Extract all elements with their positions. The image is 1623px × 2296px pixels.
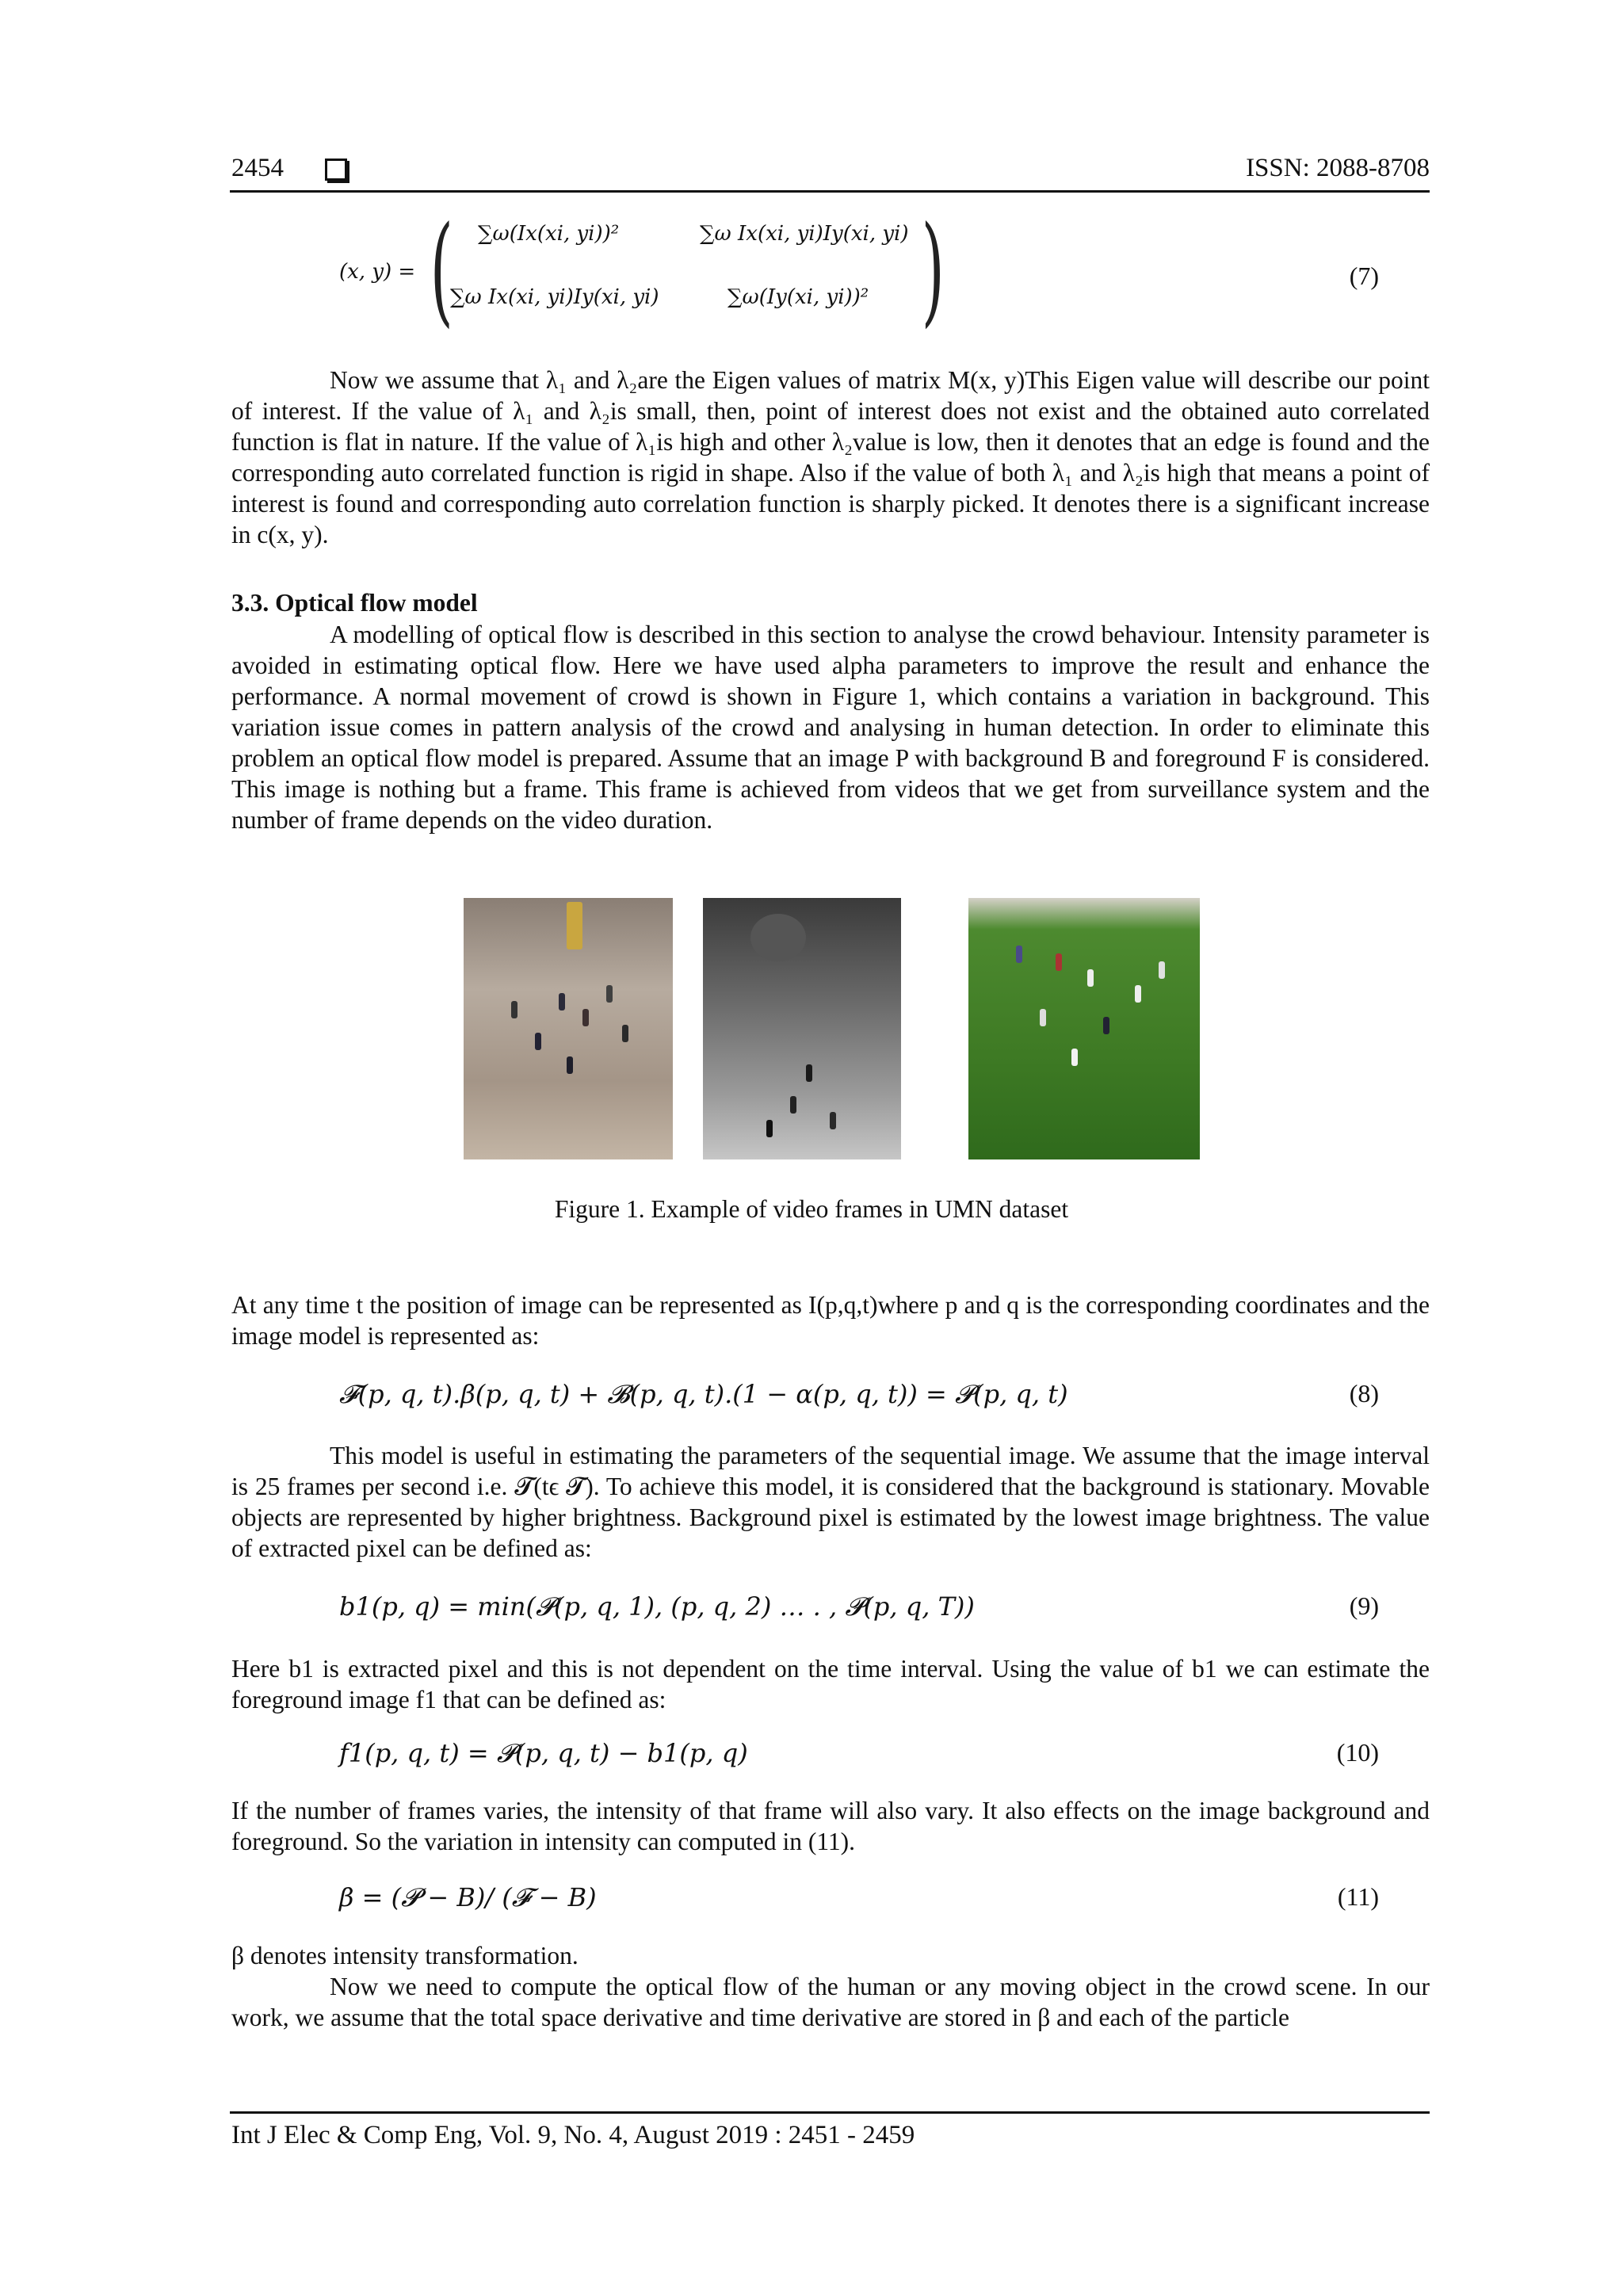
video-frame-lawn (968, 898, 1200, 1159)
page-number: 2454 (231, 154, 284, 182)
equation-7 (339, 201, 957, 341)
matrix-cell-21: ∑ω Ix(xi, yi)Iy(xi, yi) (450, 285, 659, 309)
header-box-icon (325, 159, 347, 181)
section-heading: 3.3. Optical flow model (231, 589, 478, 617)
equation-7-number: (7) (1349, 262, 1379, 290)
paragraph-optical-flow-compute: Now we need to compute the optical flow of the human or any moving object in the crowd scene. In our work, we assume that the total space derivative and time derivative are stored in β and each of the particle (231, 1973, 1430, 2031)
equation-8: 𝓕(p, q, t).β(p, q, t) + 𝓑(p, q, t).(1 − α(p, q, t)) = 𝓟(p, q, t) (339, 1379, 1068, 1409)
paragraph-optical-flow: A modelling of optical flow is described in this section to analyse the crowd behaviour. Intensity parameter is avoided in estimating optical flow. Here we have used alpha parameters to improve the result and enhance the performance. A normal movement of crowd is shown in Figure 1, which contains a variation in background. This variation issue comes in pattern analysis of the crowd and analysing in human detection. In order to eliminate this problem an optical flow model is prepared. Assume that an image P with background B and foreground F is considered. This image is nothing but a frame. This frame is achieved from videos that we get from surveillance system and the number of frame depends on the video duration. (231, 621, 1430, 834)
paragraph-image-model: At any time t the position of image can be represented as I(p,q,t)where p and q is the corresponding coordinates and the image model is represented as: (231, 1291, 1430, 1350)
video-frame-plaza (464, 898, 673, 1159)
figure-caption: Figure 1. Example of video frames in UMN dataset (554, 1195, 1069, 1223)
issn-label: ISSN: 2088-8708 (1246, 154, 1430, 182)
equation-7-lhs: (x, y) = (339, 260, 416, 284)
equation-9: b1(p, q) = min(𝓟(p, q, 1), (p, q, 2) … . , 𝓟(p, q, T)) (339, 1591, 975, 1622)
equation-11: β = (𝓟 − B)/ (𝓕 − B) (339, 1882, 597, 1912)
equation-9-number: (9) (1349, 1591, 1379, 1620)
header-rule (230, 190, 1430, 193)
matrix-cell-12: ∑ω Ix(xi, yi)Iy(xi, yi) (700, 222, 909, 246)
footer-citation: Int J Elec & Comp Eng, Vol. 9, No. 4, August 2019 : 2451 - 2459 (231, 2121, 915, 2149)
paragraph-eigen: Now we assume that λ₁ and λ₂are the Eigen values of matrix M(x, y)This Eigen value will describe our point of interest. If the value of λ₁ and λ₂is small, then, point of interest does not exist and the obtained auto correlated function is flat in nature. If the value of λ₁is high and other λ₂value is low, then it denotes that an edge is found and the corresponding auto correlated function is rigid in shape. Also if the value of both λ₁ and λ₂is high that means a point of interest is found and corresponding auto correlation function is sharply picked. It denotes there is a significant increase in c(x, y). (231, 366, 1430, 548)
matrix-cell-11: ∑ω(Ix(xi, yi))² (478, 222, 620, 246)
equation-8-number: (8) (1349, 1379, 1379, 1408)
paragraph-extracted-pixel: Here b1 is extracted pixel and this is not dependent on the time interval. Using the value of b1 we can estimate the foreground image f1 that can be defined as: (231, 1655, 1430, 1713)
paragraph-beta: β denotes intensity transformation. (231, 1942, 579, 1969)
right-paren-icon: ) (921, 201, 945, 339)
video-frame-hall (703, 898, 901, 1159)
footer-rule (230, 2111, 1430, 2114)
paragraph-intensity: If the number of frames varies, the intensity of that frame will also vary. It also effects on the image background and foreground. So the variation in intensity can computed in (11). (231, 1797, 1430, 1855)
matrix-cell-22: ∑ω(Iy(xi, yi))² (727, 285, 869, 309)
equation-10-number: (10) (1336, 1738, 1379, 1767)
paragraph-sequential: This model is useful in estimating the parameters of the sequential image. We assume that the image interval is 25 frames per second i.e. 𝓣(tϵ 𝓣). To achieve this model, it is considered that the background is stationary. Movable objects are represented by higher brightness. Background pixel is estimated by the lowest image brightness. The value of extracted pixel can be defined as: (231, 1442, 1430, 1562)
equation-10: f1(p, q, t) = 𝓟(p, q, t) − b1(p, q) (339, 1738, 748, 1768)
equation-11-number: (11) (1337, 1882, 1379, 1911)
left-paren-icon: ( (430, 201, 453, 339)
